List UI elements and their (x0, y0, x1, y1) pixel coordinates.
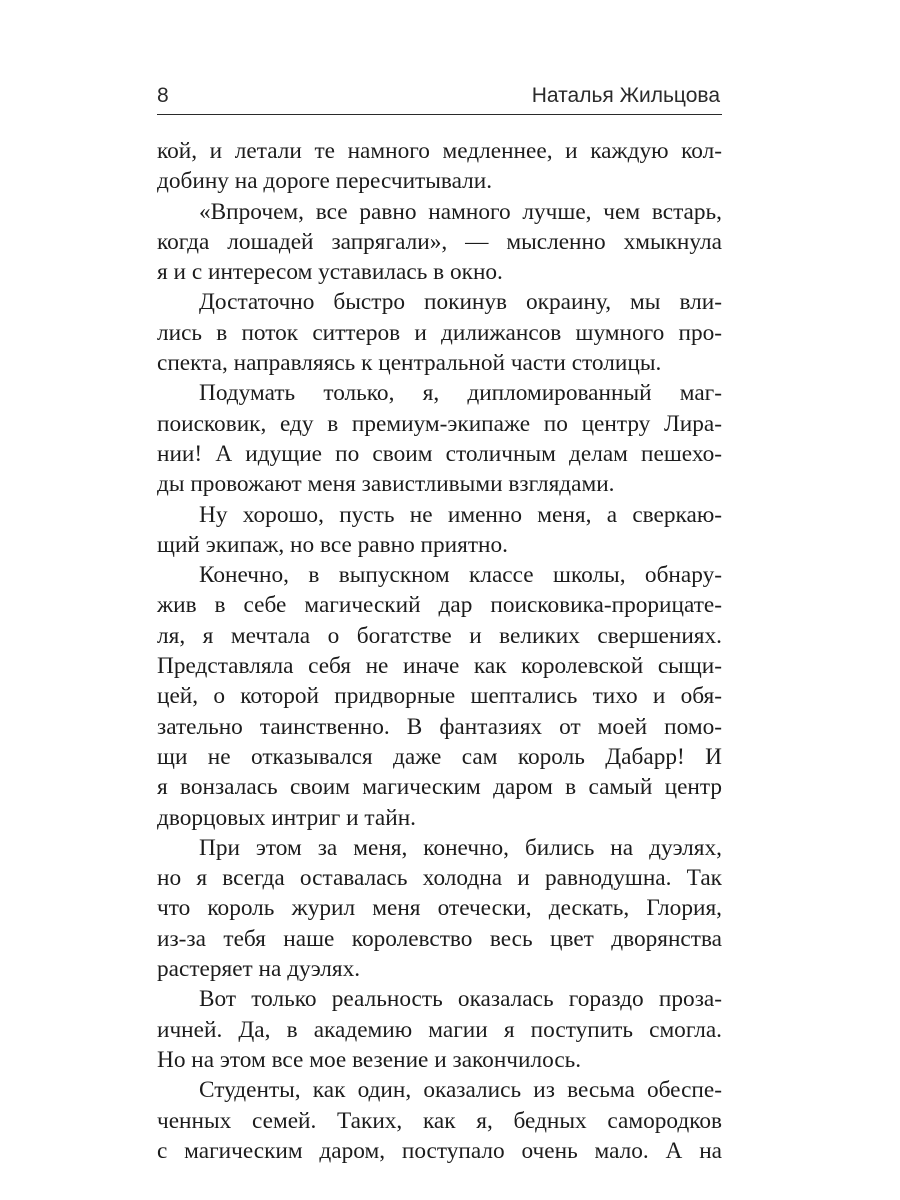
text-line: щи не отказывался даже сам король Дабарр! И (157, 743, 722, 770)
text-line: цей, о которой придворные шептались тихо и обя- (157, 683, 722, 710)
text-line: Вот только реальность оказалась гораздо проза- (199, 986, 722, 1013)
text-line: с магическим даром, поступало очень мало. А на (157, 1137, 722, 1164)
text-line: ичней. Да, в академию магии я поступить смогла. (157, 1016, 722, 1043)
text-line: ды провожают меня завистливыми взглядами. (157, 471, 615, 498)
page-number: 8 (157, 84, 169, 107)
text-line: нии! А идущие по своим столичным делам пешехо- (157, 440, 722, 467)
text-line: из-за тебя наше королевство весь цвет дворянства (157, 925, 722, 952)
text-line: ченных семей. Таких, как я, бедных самородков (157, 1107, 722, 1134)
text-line: Подумать только, я, дипломированный маг- (199, 380, 722, 407)
running-head (157, 80, 722, 115)
text-line: «Впрочем, все равно намного лучше, чем встарь, (199, 198, 722, 225)
text-line: Студенты, как один, оказались из весьма обеспе- (199, 1077, 722, 1104)
text-line: я вонзалась своим магическим даром в самый центр (157, 774, 722, 801)
text-line: Достаточно быстро покинув окраину, мы вли- (199, 289, 722, 316)
text-line: Конечно, в выпускном классе школы, обнару- (199, 562, 722, 589)
text-line: щий экипаж, но все равно приятно. (157, 531, 508, 558)
text-line: когда лошадей запрягали», — мысленно хмыкнула (157, 228, 722, 255)
text-line: поисковик, еду в премиум-экипаже по центру Лира- (157, 410, 722, 437)
text-line: Но на этом все мое везение и закончилось. (157, 1046, 582, 1073)
text-line: зательно таинственно. В фантазиях от моей помо- (157, 713, 722, 740)
text-line: добину на дороге пересчитывали. (157, 168, 493, 195)
text-line: растеряет на дуэлях. (157, 956, 361, 983)
text-line: я и с интересом уставилась в окно. (157, 259, 503, 286)
text-line: ля, я мечтала о богатстве и великих свершениях. (157, 622, 722, 649)
text-line: При этом за меня, конечно, бились на дуэлях, (199, 834, 722, 861)
body-text (157, 136, 722, 1166)
text-line: Представляла себя не иначе как королевской сыщи- (157, 653, 722, 680)
text-line: но я всегда оставалась холодна и равнодушна. Так (157, 865, 722, 892)
author-name: Наталья Жильцова (531, 84, 720, 107)
text-line: Ну хорошо, пусть не именно меня, а сверкаю- (199, 501, 722, 528)
text-line: жив в себе магический дар поисковика-прорицате- (157, 592, 722, 619)
text-line: дворцовых интриг и тайн. (157, 804, 416, 831)
text-line: лись в поток ситтеров и дилижансов шумного про- (157, 319, 722, 346)
text-line: спекта, направляясь к центральной части столицы. (157, 350, 662, 377)
text-line: кой, и летали те намного медленнее, и каждую кол- (157, 138, 722, 164)
text-line: что король журил меня отечески, дескать, Глория, (157, 895, 722, 922)
